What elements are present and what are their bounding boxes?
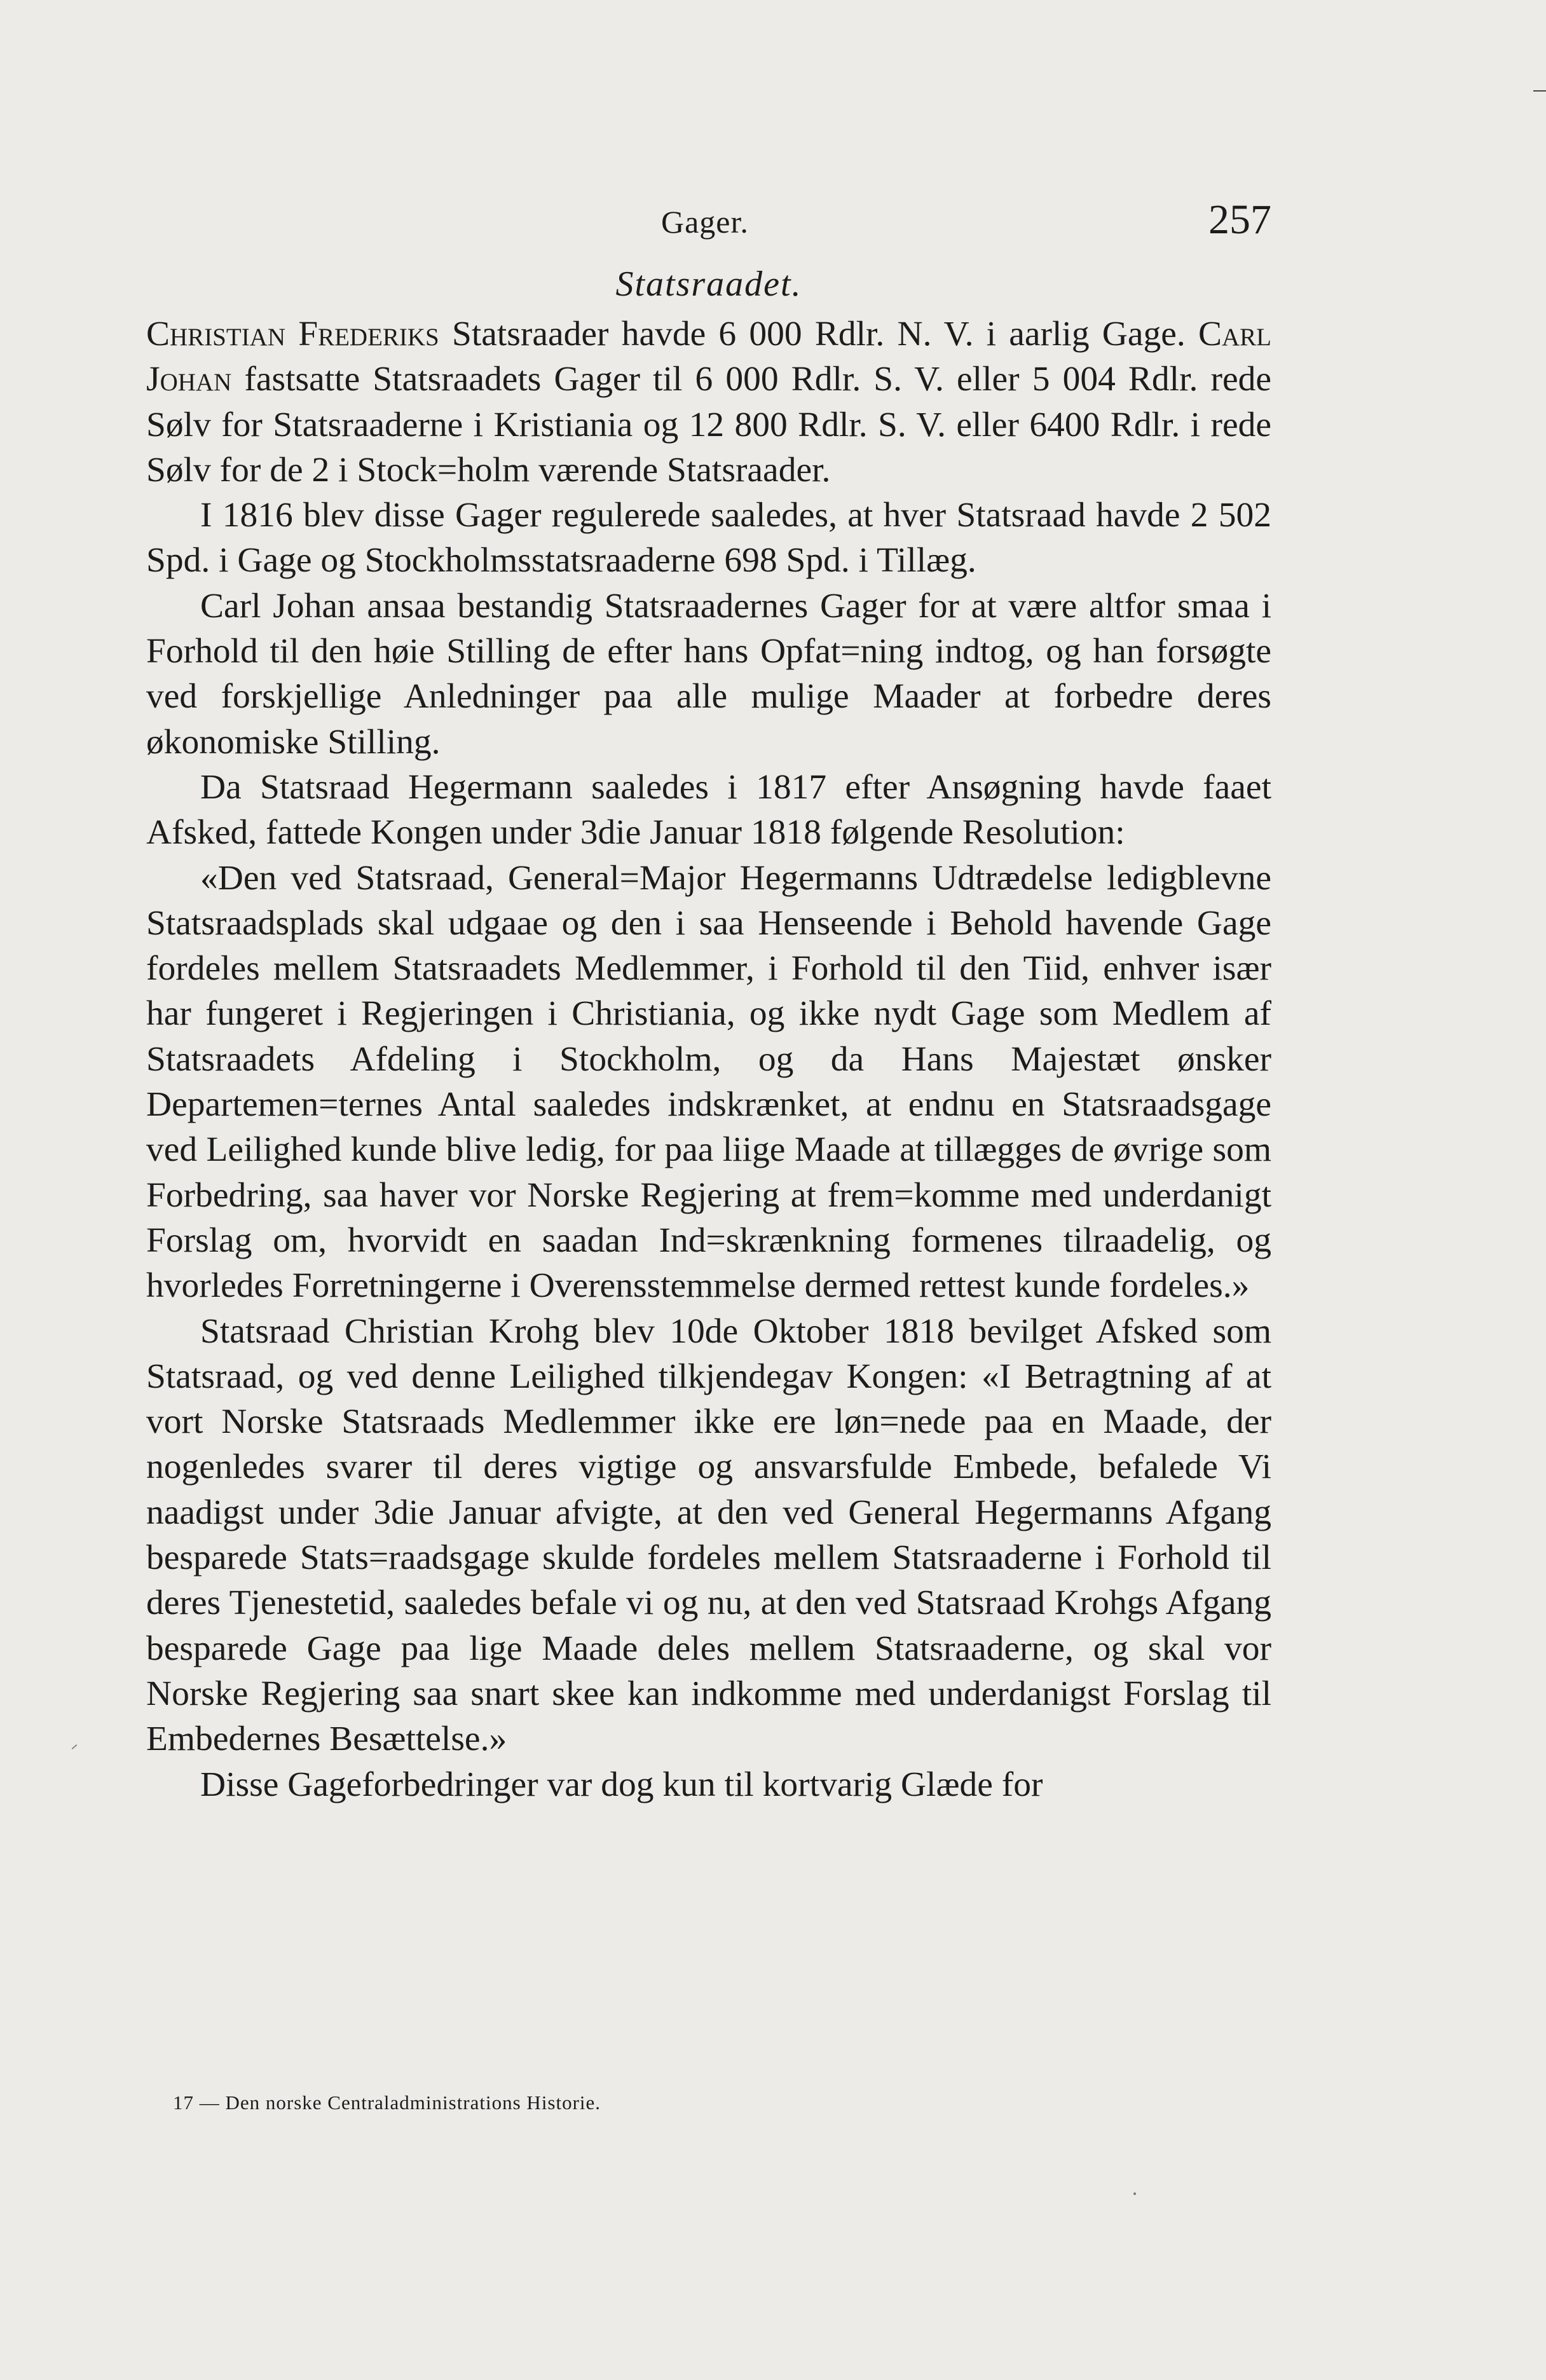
paragraph bbox=[146, 311, 1271, 493]
edge-mark bbox=[1533, 90, 1546, 92]
quoted-resolution: «Den ved Statsraad, General=Major Hegermanns Udtrædelse ledigblevne Statsraadsplads skal udgaae og den i saa Henseende i Behold havende Gage fordeles mellem Statsraadets Medlemmer, i Forhold til den Tiid, enhver især har fungeret i Regjeringen i Christiania, og ikke nydt Gage som Medlem af Statsraadets Afdeling i Stockholm, og da Hans Majestæt ønsker Departemen=ternes Antal saaledes indskrænket, at endnu en Statsraadsgage ved Leilighed kunde blive ledig, for paa liige Maade at tillægges de øvrige som Forbedring, saa haver vor Norske Regjering at frem=komme med underdanigt Forslag om, hvorvidt en saadan Ind=skrænkning formenes tilraadelig, og hvorledes Forretningerne i Overensstemmelse dermed rettest kunde fordeles.» bbox=[146, 858, 1271, 1306]
paragraph-text: fastsatte Statsraadets Gager til 6 000 Rdlr. S. V. eller 5 004 Rdlr. rede Sølv for Statsraaderne i Kristiania og 12 800 Rdlr. S. V. eller 6400 Rdlr. i rede Sølv for de 2 i Stock=holm værende Statsraader. bbox=[146, 360, 1271, 489]
paragraph: Statsraad Christian Krohg blev 10de Oktober 1818 bevilget Afsked som Statsraad, og ved denne Leilighed tilkjendegav Kongen: «I Betragtning af at vort Norske Statsraads Medlemmer ikke ere løn=nede paa en Maade, der nogenledes svarer til deres vigtige og ansvarsfulde Embede, befalede Vi naadigst under 3die Januar afvigte, at den ved General Hegermanns Afgang besparede Stats=raadsgage skulde fordeles mellem Statsraaderne i Forhold til deres Tjenestetid, saaledes befale vi og nu, at den ved Statsraad Krohgs Afgang besparede Gage paa lige Maade deles mellem Statsraaderne, og skal vor Norske Regjering saa snart skee kan indkomme med underdanigst Forslag til Embedernes Besættelse.» bbox=[146, 1311, 1271, 1759]
margin-mark bbox=[72, 1744, 78, 1749]
name-small-caps: Carl Johan bbox=[146, 315, 1271, 399]
paragraph: Da Statsraad Hegermann saaledes i 1817 efter Ansøgning havde faaet Afsked, fattede Kongen under 3die Januar 1818 følgende Resolution: bbox=[146, 767, 1271, 852]
section-title: Statsraadet. bbox=[615, 264, 802, 304]
name-small-caps: Christian Frederiks bbox=[146, 315, 439, 353]
paper-speck bbox=[1133, 2192, 1136, 2195]
paragraph-text: Statsraader havde 6 000 Rdlr. N. V. i aarlig Gage. bbox=[439, 315, 1198, 353]
signature-footer: 17 — Den norske Centraladministrations Historie. bbox=[173, 2091, 601, 2114]
paragraph: Disse Gageforbedringer var dog kun til kortvarig Glæde for bbox=[200, 1765, 1043, 1804]
page-header bbox=[146, 191, 1271, 254]
paragraph: I 1816 blev disse Gager regulerede saaledes, at hver Statsraad havde 2 502 Spd. i Gage og Stockholmsstatsraaderne 698 Spd. i Tillæg. bbox=[146, 496, 1271, 580]
body-text bbox=[146, 311, 1271, 1807]
paragraph: Carl Johan ansaa bestandig Statsraadernes Gager for at være altfor smaa i Forhold til den høie Stilling de efter hans Opfat=ning indtog, og han forsøgte ved forskjellige Anledninger paa alle mulige Maader at forbedre deres økonomiske Stilling. bbox=[146, 586, 1271, 762]
running-head: Gager. bbox=[661, 204, 749, 240]
page-number: 257 bbox=[1208, 196, 1271, 243]
